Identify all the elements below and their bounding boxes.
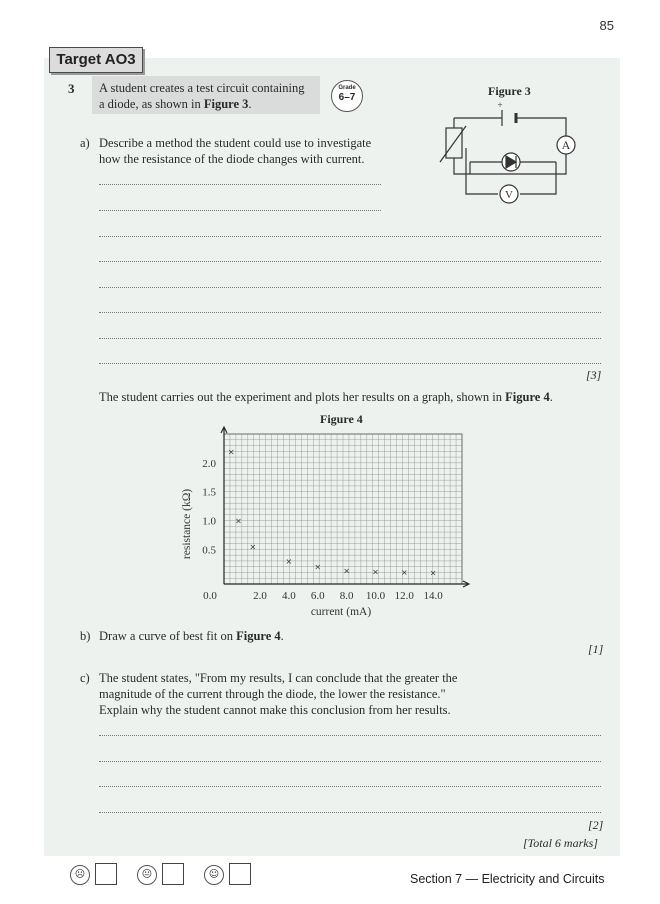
x-tick-label: 8.0 — [339, 590, 354, 602]
grade-badge — [331, 80, 363, 112]
x-tick-label: 14.0 — [423, 590, 443, 602]
happy-face-icon: ☺ — [204, 865, 224, 885]
part-c-line1: The student states, "From my results, I can conclude that the greater the — [99, 671, 458, 685]
part-b-text — [99, 628, 499, 644]
part-b-instruction: Draw a curve of best fit on — [99, 629, 237, 643]
x-tick-label: 6.0 — [310, 590, 325, 602]
answer-line[interactable] — [99, 363, 601, 364]
figure4-intro-end: . — [549, 390, 553, 404]
x-tick-label: 4.0 — [282, 590, 296, 602]
data-points — [228, 447, 437, 577]
answer-line[interactable] — [99, 761, 601, 762]
intro-line2: a diode, as shown in — [99, 97, 204, 111]
question-number: 3 — [68, 81, 75, 96]
answer-line[interactable] — [99, 236, 601, 237]
part-b-ref: Figure 4 — [236, 629, 281, 643]
y-tick-label: 0.5 — [202, 544, 216, 557]
chart-grid — [224, 434, 462, 584]
answer-line[interactable] — [99, 338, 601, 339]
circuit-diagram — [430, 96, 600, 212]
part-c-marks: [2] — [588, 818, 604, 832]
part-a-text — [99, 135, 399, 167]
answer-line[interactable] — [99, 210, 381, 211]
data-point: × — [429, 568, 437, 578]
answer-line[interactable] — [99, 261, 601, 262]
sad-face-icon: ☹ — [70, 865, 90, 885]
chart-axes — [221, 427, 469, 587]
x-tick-label: 10.0 — [365, 590, 386, 602]
figure4-intro-text: The student carries out the experiment and plots her results on a graph, shown in — [99, 390, 506, 404]
x-tick-label: 0.0 — [203, 590, 217, 602]
answer-line[interactable] — [99, 786, 601, 787]
data-point: × — [343, 566, 350, 576]
data-point: × — [285, 556, 293, 566]
x-tick-labels — [203, 590, 443, 602]
figure4-intro-ref: Figure 4 — [505, 390, 550, 404]
answer-line[interactable] — [99, 312, 601, 313]
data-point: × — [227, 447, 235, 457]
answer-line[interactable] — [99, 735, 601, 736]
y-tick-label: 1.5 — [202, 486, 216, 499]
answer-line[interactable] — [99, 812, 601, 813]
intro-end: . — [248, 97, 252, 111]
part-a-marks: [3] — [586, 368, 602, 382]
data-point: × — [372, 567, 379, 577]
data-point: × — [400, 567, 408, 577]
answer-line[interactable] — [99, 184, 381, 185]
part-a-line1: Describe a method the student could use to investigate — [99, 136, 372, 150]
x-tick-label: 2.0 — [253, 590, 267, 602]
figure3-title: Figure 3 — [488, 84, 531, 98]
part-c-text — [99, 670, 579, 718]
page-number: 85 — [599, 18, 614, 33]
part-c-label: c) — [80, 671, 90, 685]
data-point: × — [235, 516, 242, 526]
x-tick-label: 12.0 — [394, 590, 414, 602]
target-label: Target AO3 — [49, 47, 143, 73]
grade-label: Grade — [338, 85, 356, 91]
y-tick-labels — [202, 458, 216, 557]
intro-figure-ref: Figure 3 — [203, 97, 249, 111]
self-check-box[interactable] — [95, 863, 117, 885]
grade-value: 6–7 — [338, 92, 356, 103]
part-b-marks: [1] — [588, 642, 604, 656]
part-a-label: a) — [80, 136, 90, 150]
part-c-line3: Explain why the student cannot make this conclusion from her results. — [99, 703, 451, 717]
y-tick-label: 2.0 — [202, 457, 216, 470]
part-a-line2: how the resistance of the diode changes with current. — [99, 152, 365, 166]
self-check-box[interactable] — [229, 863, 251, 885]
answer-line[interactable] — [99, 287, 601, 288]
voltmeter-label: V — [505, 189, 513, 201]
total-marks: [Total 6 marks] — [523, 836, 598, 850]
part-b-end: . — [280, 629, 284, 643]
part-b-label: b) — [80, 629, 91, 643]
intro-line1: A student creates a test circuit containing — [99, 81, 305, 95]
part-c-line2: magnitude of the current through the diode, the lower the resistance." — [99, 687, 446, 701]
data-point: × — [314, 562, 322, 572]
x-axis-label: current (mA) — [310, 606, 372, 618]
figure4-chart — [176, 426, 476, 620]
figure4-intro — [99, 389, 599, 405]
y-tick-label: 1.0 — [202, 515, 216, 528]
section-footer: Section 7 — Electricity and Circuits — [410, 872, 605, 886]
y-axis-label: resistance (kΩ) — [181, 488, 193, 560]
data-point: × — [249, 542, 257, 552]
question-intro — [99, 80, 319, 112]
figure4-title: Figure 4 — [320, 412, 363, 426]
ammeter-label: A — [561, 138, 571, 152]
neutral-face-icon: 😐 — [137, 865, 157, 885]
battery-plus-sign: + — [497, 100, 503, 110]
self-check-box[interactable] — [162, 863, 184, 885]
